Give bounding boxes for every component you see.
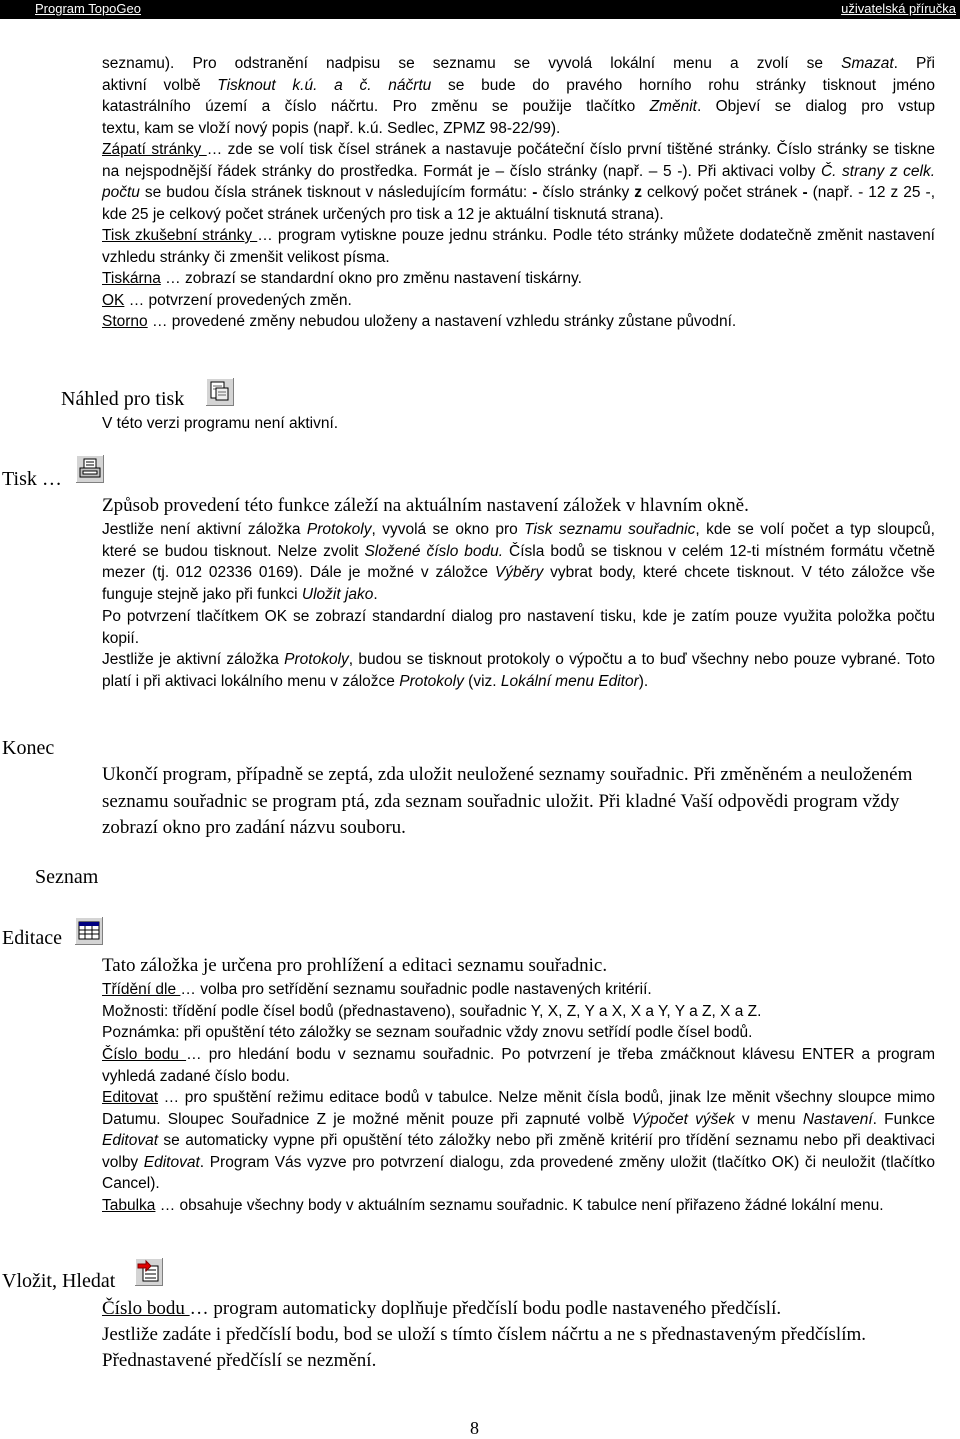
insert-icon [135,1258,163,1286]
text: seznamu). Pro odstranění nadpisu se seznamu se vyvolá lokální menu a zvolí se [102,55,842,72]
text-italic: Složené číslo bodu. [364,542,504,560]
text: celkový počet stránek [641,184,803,201]
text: se budou čísla stránek tisknout v následujícím formátu: [139,184,533,201]
konec-text: Ukončí program, případně se zeptá, zda uložit neuložené seznamy souřadnic. Při změněném a neuloženém seznamu souřadnic se program ptá, zda seznam souřadnic uložit. Při kladné Vaší odpovědi program vždy zobrazí okno pro zadání názvu souboru. [102,764,913,838]
text-italic: Editovat [102,1132,159,1149]
ok-paragraph [102,290,935,312]
text: číslo stránky [537,184,635,201]
text-italic: Protokoly [306,521,372,538]
tisk-zkusebni-link[interactable]: Tisk zkušební stránky [102,227,258,244]
text: … program vytiskne pouze jednu stránku. Podle této stránky můžete dodatečně změnit nastavení vzhledu stránky či zmenšit velikost písma. [102,227,935,266]
text-italic: Nastavení [802,1110,873,1128]
text: Jestliže není aktivní záložka [102,521,307,538]
nahled-text: V této verzi programu není aktivní. [102,415,339,432]
zapati-paragraph [102,139,935,225]
text-line [102,96,935,118]
text-line: textu, kam se vloží nový popis (např. k.ú. Sedlec, ZPMZ 98-22/99). [102,119,561,137]
text: katastrálního území a číslo náčrtu. Pro změnu se použije tlačítko [102,98,650,115]
ok-link[interactable]: OK [102,291,125,309]
text: … pro hledání bodu v seznamu souřadnic. Po potvrzení je třeba zmáčknout klávesu ENTER a program vyhledá zadané číslo bodu. [102,1046,935,1085]
text: (viz. [463,672,501,690]
text-italic: Lokální menu Editor [500,672,639,690]
text-italic: Tisknout k.ú. a č. náčrtu [217,76,432,94]
seznam-heading: Seznam [35,866,99,888]
text: … provedené změny nebudou uloženy a nastavení vzhledu stránky zůstane původní. [147,313,737,330]
zapati-link[interactable]: Zápatí stránky [102,141,207,158]
text: … zde se volí tisk čísel stránek a nastavuje počáteční číslo první tištěné stránky. Číslo stránky se tiskne na nejspodnější řádek stránky do prostředka. Formát je – číslo stránky (např. – 5 -). Při aktivaci volby [102,141,935,180]
tabulka-paragraph [102,1195,935,1217]
text-bold: - [802,184,808,201]
tabulka-link[interactable]: Tabulka [102,1197,156,1214]
text: … program automaticky doplňuje předčíslí bodu podle nastaveného předčíslí. [189,1298,782,1319]
vlozit-cislo-bodu-link[interactable]: Číslo bodu [102,1298,190,1319]
vlozit-cislo-paragraph [102,1296,935,1322]
nahled-heading: Náhled pro tisk [61,388,185,410]
tisk-intro: Způsob provedení této funkce záleží na aktuálním nastavení záložek v hlavním okně. [102,495,749,516]
text: v menu [734,1110,803,1128]
text-line [102,53,935,75]
konec-heading: Konec [2,737,55,759]
text: Jestliže je aktivní záložka [102,651,285,668]
page-number: 8 [470,1418,479,1438]
text-italic: Protokoly [399,672,464,690]
text-line [102,75,935,97]
page-header [0,0,960,19]
storno-link[interactable]: Storno [102,313,148,330]
vlozit-text: Jestliže zadáte i předčíslí bodu, bod se uloží s tímto číslem náčrtu a ne s přednastaveným předčíslím. Přednastavené předčíslí se nezmění. [102,1324,867,1371]
text: Čísla bodů se tisknou v celém 12-ti místném formátu včetně mezer (tj. 012 02336 0169). Dále je možné v záložce [102,542,935,581]
cislo-bodu-link[interactable]: Číslo bodu [102,1046,187,1063]
text-italic: Uložit jako [301,585,374,603]
header-manual-name: uživatelská příručka [841,1,956,16]
tisk-heading: Tisk … [2,468,62,490]
continuation-block [102,53,935,333]
printer-icon [76,455,104,483]
editovat-link[interactable]: Editovat [102,1089,159,1106]
text: . Při [893,55,936,72]
tisk-zkusebni-paragraph [102,225,935,268]
cislo-bodu-paragraph [102,1044,935,1087]
text: . [373,585,378,603]
text: , vyvolá se okno pro [371,521,525,538]
text-italic: Změnit [649,98,697,115]
editace-intro: Tato záložka je určena pro prohlížení a editaci seznamu souřadnic. [102,955,608,976]
poznamka-paragraph: Poznámka: při opuštění této záložky se seznam souřadnic vždy znovu setřídí podle čísel bodů. [102,1024,753,1041]
text: (např. - 12 z 25 -, kde 25 je celkový počet stránek určených pro tisk a 12 je aktuální tisknutá strana). [102,184,935,223]
text: … pro spuštění režimu editace bodů v tabulce. Nelze měnit čísla bodů, jinak lze měnit všechny sloupce mimo Datumu. Sloupec Souřadnice Z je možné měnit pouze při zapnuté volbě [102,1089,935,1128]
text-italic: Editovat [143,1153,200,1171]
tiskarna-paragraph [102,268,935,290]
text: … obsahuje všechny body v aktuálním seznamu souřadnic. K tabulce není přiřazeno žádné lokální menu. [155,1197,884,1214]
text-italic: Tisk seznamu souřadnic [524,521,696,538]
text: … volba pro setřídění seznamu souřadnic podle nastavených kritérií. [180,981,652,998]
table-icon [75,917,103,945]
text: , kde se volí počet a typ sloupců, které se budou tisknout. Nelze zvolit [102,521,935,560]
text-italic: Protokoly [284,651,349,668]
text: … zobrazí se standardní okno pro změnu nastavení tiskárny. [160,270,582,287]
text: . Funkce [872,1110,935,1128]
text: … potvrzení provedených změn. [124,291,352,309]
text: ). [638,672,649,690]
text: se bude do pravého horního rohu stránky tisknout jméno [431,76,935,94]
text-italic: Smazat [841,55,894,72]
vlozit-heading: Vložit, Hledat [2,1270,116,1292]
text: . Program Vás vyzve pro potvrzení dialogu, zda provedené změny uložit (tlačítko OK) či neuložit (tlačítko Cancel). [102,1153,935,1192]
storno-paragraph [102,311,935,333]
text: . Objeví se dialog pro vstup [696,98,935,115]
editace-heading: Editace [2,927,62,949]
tisk-paragraph-3 [102,649,935,692]
header-program-name: Program TopoGeo [35,1,141,16]
text-italic: Výpočet výšek [631,1110,735,1128]
text-italic: Výběry [494,564,544,581]
print-preview-icon [206,378,234,406]
tisk-paragraph-2: Po potvrzení tlačítkem OK se zobrazí standardní dialog pro nastavení tisku, kde je zatím pouze využita položka počtu kopií. [102,608,935,647]
text: aktivní volbě [102,76,218,94]
trideni-paragraph [102,979,935,1001]
tiskarna-link[interactable]: Tiskárna [102,270,161,287]
text-bold: - [532,184,538,201]
moznosti-paragraph: Možnosti: třídění podle čísel bodů (přednastaveno), souřadnic Y, X, Z, Y a X, X a Y, Y a Z, X a Z. [102,1003,762,1020]
text: , budou se tisknout protokoly o výpočtu a to buď všechny nebo pouze vybrané. Toto platí i při aktivaci lokálního menu v záložce [102,651,935,690]
text-bold: z [634,184,642,201]
text: vybrat body, které chcete tisknout. V této záložce vše funguje stejně jako při funkci [102,564,936,603]
trideni-link[interactable]: Třídění dle [102,981,181,998]
tisk-paragraph-1 [102,519,935,605]
text: se automaticky vypne při opuštění této záložky nebo při změně kritérií pro třídění seznamu nebo při deaktivaci volby [102,1132,935,1171]
text-italic: Č. strany z celk. počtu [102,162,936,201]
editovat-paragraph [102,1087,935,1195]
